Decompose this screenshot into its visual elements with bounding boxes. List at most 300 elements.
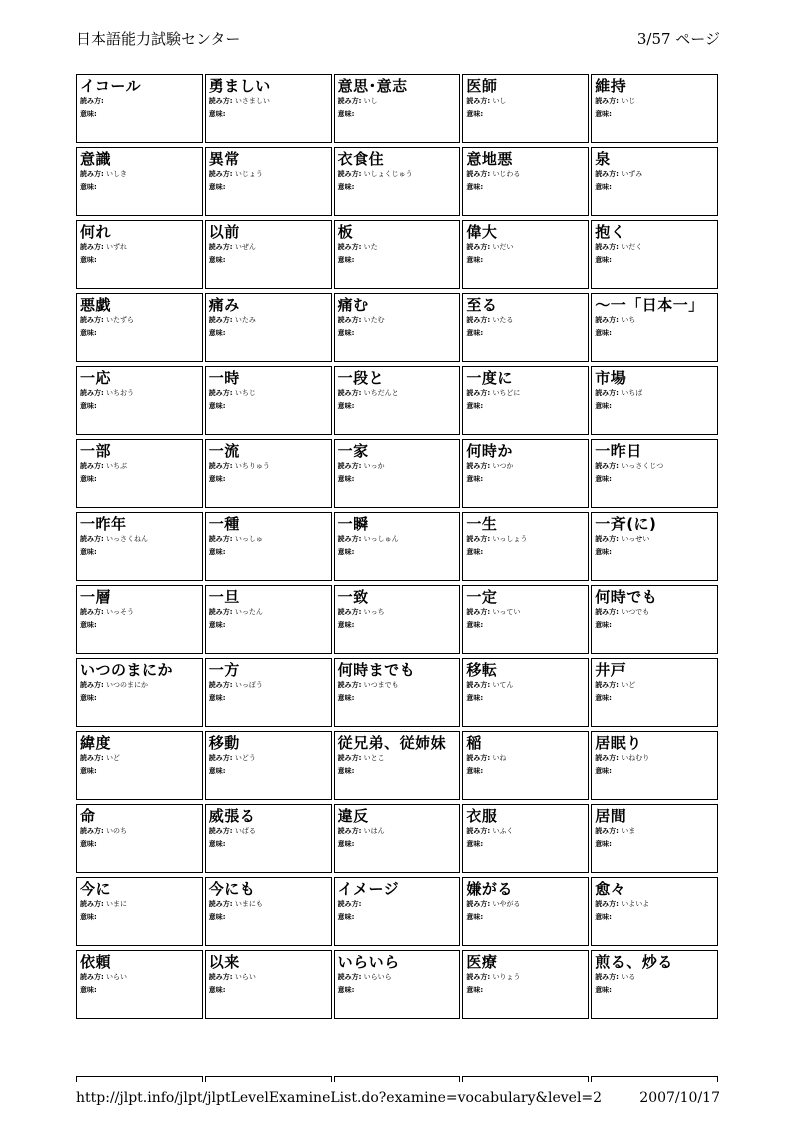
vocab-reading-row	[209, 316, 328, 325]
meaning-label: 意味:	[595, 110, 612, 118]
vocab-entry	[591, 877, 718, 946]
vocab-reading: いふく	[492, 827, 514, 835]
vocab-entry	[76, 585, 203, 654]
vocab-reading: いらい	[106, 973, 128, 981]
vocab-reading: いねむり	[621, 754, 650, 762]
meaning-label: 意味:	[337, 256, 355, 264]
meaning-label: 意味:	[80, 621, 97, 629]
vocab-meaning-row	[595, 694, 714, 703]
vocab-reading-row	[209, 97, 328, 106]
vocab-word: 医療	[466, 953, 498, 971]
vocab-word: 煎る、炒る	[595, 953, 673, 971]
vocab-meaning-row	[338, 183, 457, 192]
vocab-word: 違反	[337, 807, 369, 825]
reading-label: 読み方:	[337, 462, 362, 470]
vocab-word: いつのまにか	[80, 661, 174, 679]
vocab-entry	[462, 439, 589, 508]
vocab-reading-row	[80, 754, 199, 763]
vocab-meaning-row	[466, 329, 585, 338]
vocab-reading-row	[338, 170, 457, 179]
vocab-reading: いね	[492, 754, 507, 762]
vocab-word: 一斉(に)	[595, 515, 657, 533]
vocab-reading-row	[80, 243, 199, 252]
vocab-reading: いはん	[363, 827, 385, 835]
continuation-cell	[76, 1076, 203, 1082]
vocab-meaning-row	[338, 694, 457, 703]
vocab-meaning-row	[209, 183, 328, 192]
page-number: 3/57 ページ	[636, 30, 720, 48]
vocab-reading: いたみ	[234, 316, 256, 324]
vocab-word: 偉大	[466, 223, 498, 241]
reading-label: 読み方:	[80, 754, 104, 762]
vocab-word: 一致	[337, 588, 369, 606]
vocab-reading: いちどに	[492, 389, 521, 397]
vocab-reading: いらい	[234, 973, 256, 981]
page-header	[76, 28, 720, 50]
vocab-reading-row	[466, 170, 585, 179]
reading-label: 読み方:	[208, 973, 233, 981]
vocab-entry	[462, 877, 589, 946]
vocab-reading: いやがる	[492, 900, 521, 908]
vocab-entry	[334, 220, 461, 289]
vocab-meaning-row	[209, 840, 328, 849]
vocab-reading-row	[338, 973, 457, 982]
vocab-meaning-row	[466, 621, 585, 630]
vocab-reading: いっか	[363, 462, 385, 470]
vocab-reading-row	[466, 97, 585, 106]
vocab-meaning-row	[80, 402, 199, 411]
meaning-label: 意味:	[337, 621, 355, 629]
vocab-entry	[462, 220, 589, 289]
vocab-entry	[334, 731, 461, 800]
meaning-label: 意味:	[466, 767, 484, 775]
reading-label: 読み方:	[80, 608, 104, 616]
vocab-meaning-row	[209, 256, 328, 265]
vocab-meaning-row	[595, 402, 714, 411]
meaning-label: 意味:	[337, 694, 355, 702]
vocab-reading-row	[338, 389, 457, 398]
vocab-entry	[205, 585, 332, 654]
meaning-label: 意味:	[337, 110, 355, 118]
vocab-reading-row	[595, 973, 714, 982]
meaning-label: 意味:	[80, 767, 97, 775]
vocab-meaning-row	[338, 402, 457, 411]
vocab-entry	[591, 74, 718, 143]
vocab-reading: いっそう	[106, 608, 135, 616]
vocab-word: 板	[337, 223, 354, 241]
vocab-word: イコール	[80, 77, 142, 95]
vocab-reading: いち	[621, 316, 636, 324]
vocab-meaning-row	[80, 183, 199, 192]
vocab-word: 命	[80, 807, 96, 825]
vocab-entry	[205, 877, 332, 946]
reading-label: 読み方:	[466, 316, 491, 324]
vocab-entry	[205, 950, 332, 1019]
reading-label: 読み方:	[595, 681, 619, 689]
vocab-word: イメージ	[337, 880, 400, 898]
vocab-meaning-row	[209, 913, 328, 922]
meaning-label: 意味:	[466, 402, 484, 410]
meaning-label: 意味:	[208, 913, 226, 921]
vocab-reading-row	[209, 900, 328, 909]
vocab-reading-row	[338, 681, 457, 690]
vocab-reading-row	[338, 900, 457, 909]
vocab-meaning-row	[338, 256, 457, 265]
reading-label: 読み方:	[208, 462, 233, 470]
reading-label: 読み方:	[595, 462, 619, 470]
vocab-word: 痛み	[208, 296, 240, 314]
vocab-meaning-row	[80, 110, 199, 119]
vocab-reading: いる	[621, 973, 636, 981]
vocab-reading-row	[595, 535, 714, 544]
vocab-meaning-row	[338, 110, 457, 119]
vocab-entry	[76, 731, 203, 800]
meaning-label: 意味:	[595, 767, 612, 775]
meaning-label: 意味:	[466, 548, 484, 556]
vocab-reading-row	[209, 608, 328, 617]
vocab-entry	[334, 804, 461, 873]
meaning-label: 意味:	[337, 548, 355, 556]
reading-label: 読み方:	[208, 754, 233, 762]
vocab-reading-row	[80, 535, 199, 544]
reading-label: 読み方:	[337, 681, 362, 689]
vocab-entry	[591, 293, 718, 362]
vocab-reading-row	[80, 973, 199, 982]
reading-label: 読み方:	[80, 900, 104, 908]
vocab-meaning-row	[80, 913, 199, 922]
reading-label: 読み方:	[80, 973, 104, 981]
vocab-reading: いちじ	[234, 389, 256, 397]
vocab-word: 一応	[80, 369, 112, 387]
vocab-reading-row	[209, 170, 328, 179]
vocab-entry	[205, 220, 332, 289]
reading-label: 読み方:	[208, 535, 233, 543]
vocab-reading: いだく	[621, 243, 643, 251]
meaning-label: 意味:	[595, 694, 612, 702]
vocab-word: 移動	[208, 734, 240, 752]
reading-label: 読み方:	[337, 973, 362, 981]
vocab-reading-row	[466, 900, 585, 909]
vocab-word: 異常	[208, 150, 240, 168]
vocab-entry	[76, 74, 203, 143]
vocab-word: 依頼	[80, 953, 112, 971]
reading-label: 読み方:	[595, 170, 619, 178]
vocab-reading-row	[466, 608, 585, 617]
meaning-label: 意味:	[208, 621, 226, 629]
vocab-meaning-row	[595, 986, 714, 995]
vocab-word: 市場	[595, 369, 627, 387]
vocab-entry	[76, 877, 203, 946]
vocab-meaning-row	[209, 475, 328, 484]
meaning-label: 意味:	[595, 329, 612, 337]
vocab-reading-row	[595, 900, 714, 909]
vocab-word: 衣服	[466, 807, 498, 825]
vocab-meaning-row	[466, 548, 585, 557]
meaning-label: 意味:	[208, 986, 226, 994]
vocab-reading-row	[209, 462, 328, 471]
meaning-label: 意味:	[337, 840, 355, 848]
vocab-reading: いじわる	[492, 170, 521, 178]
vocab-reading-row	[209, 827, 328, 836]
meaning-label: 意味:	[466, 329, 484, 337]
site-title: 日本語能力試験センター	[76, 30, 241, 48]
reading-label: 読み方:	[337, 243, 362, 251]
vocab-meaning-row	[466, 402, 585, 411]
vocab-word: 至る	[466, 296, 498, 314]
vocab-word: 泉	[595, 150, 611, 168]
vocab-reading-row	[466, 681, 585, 690]
vocab-meaning-row	[466, 475, 585, 484]
meaning-label: 意味:	[595, 548, 612, 556]
vocab-reading-row	[338, 535, 457, 544]
vocab-meaning-row	[209, 329, 328, 338]
vocab-word: 稲	[466, 734, 482, 752]
meaning-label: 意味:	[337, 986, 355, 994]
meaning-label: 意味:	[80, 110, 97, 118]
vocab-reading-row	[595, 462, 714, 471]
vocab-reading-row	[338, 316, 457, 325]
vocab-entry	[591, 731, 718, 800]
vocab-reading: いよいよ	[621, 900, 650, 908]
vocab-word: 嫌がる	[466, 880, 513, 898]
meaning-label: 意味:	[337, 402, 355, 410]
vocabulary-grid	[76, 70, 718, 1080]
vocab-entry	[76, 293, 203, 362]
meaning-label: 意味:	[337, 183, 355, 191]
reading-label: 読み方:	[80, 97, 104, 105]
vocab-entry	[334, 439, 461, 508]
vocab-meaning-row	[338, 621, 457, 630]
vocab-reading-row	[595, 827, 714, 836]
vocab-reading: いっさくじつ	[621, 462, 664, 470]
vocab-meaning-row	[595, 110, 714, 119]
vocab-entry	[334, 585, 461, 654]
vocab-entry	[76, 220, 203, 289]
vocab-reading: いまにも	[234, 900, 263, 908]
vocab-reading-row	[209, 973, 328, 982]
reading-label: 読み方:	[466, 97, 491, 105]
meaning-label: 意味:	[208, 767, 226, 775]
vocab-reading: いずみ	[621, 170, 643, 178]
vocab-word: 愈々	[595, 880, 627, 898]
vocab-entry	[591, 439, 718, 508]
meaning-label: 意味:	[337, 767, 355, 775]
vocab-entry	[462, 658, 589, 727]
vocab-reading-row	[209, 243, 328, 252]
vocab-reading-row	[338, 462, 457, 471]
vocab-meaning-row	[338, 329, 457, 338]
vocab-meaning-row	[466, 110, 585, 119]
vocab-reading: いとこ	[363, 754, 385, 762]
vocab-reading: いちりゅう	[234, 462, 270, 470]
vocab-reading-row	[466, 316, 585, 325]
vocab-reading-row	[209, 754, 328, 763]
vocab-reading-row	[595, 170, 714, 179]
vocab-meaning-row	[466, 840, 585, 849]
meaning-label: 意味:	[337, 913, 355, 921]
vocab-reading-row	[466, 243, 585, 252]
vocab-entry	[462, 950, 589, 1019]
vocab-entry	[76, 804, 203, 873]
vocab-entry	[591, 658, 718, 727]
vocab-reading: いたずら	[106, 316, 135, 324]
vocab-reading-row	[80, 681, 199, 690]
vocab-entry	[205, 512, 332, 581]
vocab-reading-row	[338, 243, 457, 252]
vocab-word: 緯度	[80, 734, 112, 752]
vocab-word: 一昨年	[80, 515, 127, 533]
meaning-label: 意味:	[80, 256, 97, 264]
vocab-meaning-row	[338, 548, 457, 557]
meaning-label: 意味:	[595, 840, 612, 848]
vocab-meaning-row	[338, 840, 457, 849]
continuation-cell	[591, 1076, 718, 1082]
vocab-meaning-row	[80, 329, 199, 338]
meaning-label: 意味:	[208, 256, 226, 264]
meaning-label: 意味:	[466, 694, 484, 702]
vocab-meaning-row	[80, 840, 199, 849]
vocab-reading-row	[466, 827, 585, 836]
vocab-entry	[76, 366, 203, 435]
vocab-word: 以来	[208, 953, 240, 971]
meaning-label: 意味:	[208, 329, 226, 337]
vocab-reading: いっしゅ	[234, 535, 263, 543]
vocab-word: 何時でも	[595, 588, 658, 606]
meaning-label: 意味:	[80, 183, 97, 191]
meaning-label: 意味:	[595, 986, 612, 994]
reading-label: 読み方:	[595, 608, 619, 616]
vocab-entry	[591, 585, 718, 654]
vocab-word: 意識	[80, 150, 112, 168]
vocab-entry	[462, 585, 589, 654]
meaning-label: 意味:	[80, 329, 97, 337]
vocab-entry	[76, 147, 203, 216]
vocab-reading-row	[595, 608, 714, 617]
reading-label: 読み方:	[337, 608, 362, 616]
reading-label: 読み方:	[466, 462, 491, 470]
meaning-label: 意味:	[208, 548, 226, 556]
vocab-reading-row	[338, 97, 457, 106]
vocab-word: 意地悪	[466, 150, 513, 168]
vocab-reading-row	[466, 754, 585, 763]
vocab-word: 一種	[208, 515, 240, 533]
vocab-meaning-row	[209, 402, 328, 411]
meaning-label: 意味:	[466, 183, 484, 191]
vocab-meaning-row	[209, 110, 328, 119]
vocab-word: 居間	[595, 807, 627, 825]
meaning-label: 意味:	[80, 913, 97, 921]
vocab-reading: いつでも	[621, 608, 650, 616]
reading-label: 読み方:	[466, 389, 491, 397]
vocab-word: 一定	[466, 588, 498, 606]
reading-label: 読み方:	[80, 243, 104, 251]
meaning-label: 意味:	[466, 840, 484, 848]
print-date: 2007/10/17	[639, 1090, 720, 1106]
continuation-cell	[334, 1076, 461, 1082]
grid-continuation	[76, 1076, 718, 1082]
vocab-meaning-row	[209, 767, 328, 776]
vocab-reading: いぜん	[234, 243, 256, 251]
vocab-entry	[76, 950, 203, 1019]
vocab-meaning-row	[80, 767, 199, 776]
continuation-cell	[462, 1076, 589, 1082]
vocab-meaning-row	[80, 475, 199, 484]
vocab-meaning-row	[595, 475, 714, 484]
vocab-entry	[205, 74, 332, 143]
vocab-meaning-row	[209, 548, 328, 557]
vocab-meaning-row	[466, 183, 585, 192]
vocab-reading-row	[209, 389, 328, 398]
vocab-word: 意思･意志	[337, 77, 408, 95]
vocab-entry	[462, 147, 589, 216]
vocab-reading: いのち	[106, 827, 128, 835]
vocab-meaning-row	[466, 256, 585, 265]
vocab-reading-row	[80, 316, 199, 325]
meaning-label: 意味:	[208, 402, 226, 410]
vocab-reading: いったん	[234, 608, 263, 616]
vocab-meaning-row	[80, 256, 199, 265]
reading-label: 読み方:	[337, 754, 362, 762]
meaning-label: 意味:	[337, 475, 355, 483]
vocab-reading: いま	[621, 827, 636, 835]
vocab-reading: いた	[363, 243, 378, 251]
vocab-reading: いちぶ	[106, 462, 128, 470]
vocab-meaning-row	[338, 986, 457, 995]
vocab-word: 一方	[208, 661, 240, 679]
vocab-word: 一度に	[466, 369, 513, 387]
meaning-label: 意味:	[208, 475, 226, 483]
vocab-word: 一家	[337, 442, 369, 460]
reading-label: 読み方:	[595, 973, 619, 981]
reading-label: 読み方:	[80, 462, 104, 470]
reading-label: 読み方:	[80, 316, 104, 324]
reading-label: 読み方:	[80, 827, 104, 835]
vocab-meaning-row	[466, 913, 585, 922]
meaning-label: 意味:	[80, 475, 97, 483]
reading-label: 読み方:	[595, 389, 619, 397]
vocab-reading: いど	[621, 681, 636, 689]
page-footer	[76, 1090, 720, 1110]
page-url: http://jlpt.info/jlpt/jlptLevelExamineList.do?examine=vocabulary&level=2	[76, 1090, 603, 1106]
reading-label: 読み方:	[595, 900, 619, 908]
vocab-word: 井戸	[595, 661, 627, 679]
vocab-word: 居眠り	[595, 734, 642, 752]
vocab-reading-row	[80, 827, 199, 836]
vocab-word: 一生	[466, 515, 498, 533]
vocab-word: 以前	[208, 223, 240, 241]
vocab-meaning-row	[466, 986, 585, 995]
reading-label: 読み方:	[595, 754, 619, 762]
reading-label: 読み方:	[208, 389, 233, 397]
vocab-reading: いっぽう	[234, 681, 263, 689]
vocab-entry	[462, 804, 589, 873]
meaning-label: 意味:	[595, 256, 612, 264]
reading-label: 読み方:	[337, 170, 362, 178]
reading-label: 読み方:	[208, 608, 233, 616]
reading-label: 読み方:	[466, 535, 491, 543]
reading-label: 読み方:	[337, 900, 362, 908]
reading-label: 読み方:	[80, 535, 104, 543]
vocab-meaning-row	[209, 621, 328, 630]
vocab-reading: いし	[492, 97, 507, 105]
vocab-word: 何れ	[80, 223, 112, 241]
vocab-entry	[334, 147, 461, 216]
meaning-label: 意味:	[595, 183, 612, 191]
vocab-reading: いさましい	[234, 97, 270, 105]
vocab-word: 痛む	[337, 296, 369, 314]
vocab-entry	[205, 147, 332, 216]
vocab-meaning-row	[80, 621, 199, 630]
